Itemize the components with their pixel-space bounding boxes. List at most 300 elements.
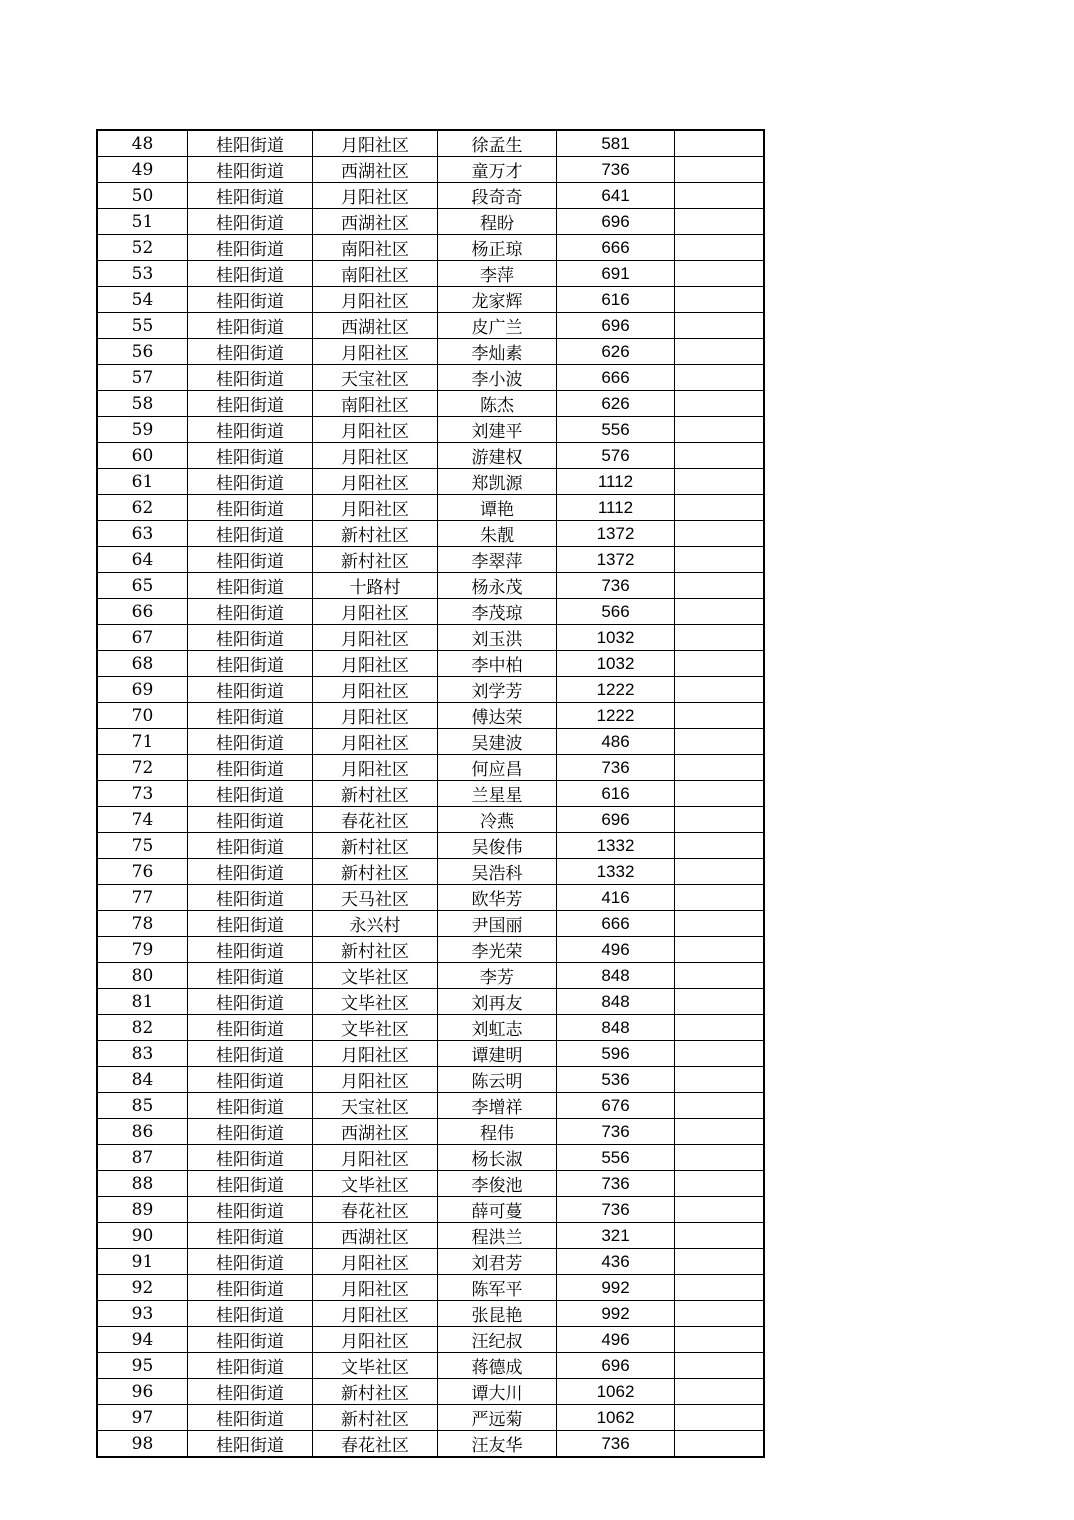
cell-amount: 1032 xyxy=(557,625,675,651)
cell-row-number: 92 xyxy=(97,1275,188,1301)
cell-person-name: 尹国丽 xyxy=(438,911,557,937)
cell-blank xyxy=(675,729,765,755)
cell-street: 桂阳街道 xyxy=(188,989,313,1015)
cell-blank xyxy=(675,313,765,339)
cell-blank xyxy=(675,365,765,391)
cell-row-number: 64 xyxy=(97,547,188,573)
cell-street: 桂阳街道 xyxy=(188,1223,313,1249)
cell-community: 西湖社区 xyxy=(313,157,438,183)
cell-amount: 736 xyxy=(557,1119,675,1145)
cell-street: 桂阳街道 xyxy=(188,1067,313,1093)
cell-amount: 736 xyxy=(557,573,675,599)
table-row xyxy=(97,391,764,417)
cell-amount: 616 xyxy=(557,781,675,807)
table-row xyxy=(97,677,764,703)
cell-community: 月阳社区 xyxy=(313,183,438,209)
cell-community: 新村社区 xyxy=(313,1405,438,1431)
cell-amount: 696 xyxy=(557,807,675,833)
cell-amount: 496 xyxy=(557,1327,675,1353)
cell-blank xyxy=(675,1301,765,1327)
cell-community: 月阳社区 xyxy=(313,1301,438,1327)
data-table xyxy=(96,129,765,1458)
cell-amount: 736 xyxy=(557,1431,675,1458)
cell-person-name: 程伟 xyxy=(438,1119,557,1145)
cell-row-number: 69 xyxy=(97,677,188,703)
cell-community: 月阳社区 xyxy=(313,339,438,365)
cell-row-number: 96 xyxy=(97,1379,188,1405)
cell-person-name: 谭大川 xyxy=(438,1379,557,1405)
cell-blank xyxy=(675,963,765,989)
cell-street: 桂阳街道 xyxy=(188,1041,313,1067)
cell-blank xyxy=(675,807,765,833)
table-row xyxy=(97,807,764,833)
cell-person-name: 杨正琼 xyxy=(438,235,557,261)
cell-blank xyxy=(675,157,765,183)
cell-blank xyxy=(675,1327,765,1353)
cell-person-name: 李小波 xyxy=(438,365,557,391)
cell-blank xyxy=(675,625,765,651)
table-row xyxy=(97,443,764,469)
table-row xyxy=(97,209,764,235)
cell-amount: 696 xyxy=(557,313,675,339)
cell-person-name: 李翠萍 xyxy=(438,547,557,573)
table-row xyxy=(97,1353,764,1379)
cell-community: 南阳社区 xyxy=(313,391,438,417)
cell-street: 桂阳街道 xyxy=(188,443,313,469)
cell-person-name: 龙家辉 xyxy=(438,287,557,313)
cell-blank xyxy=(675,209,765,235)
cell-street: 桂阳街道 xyxy=(188,677,313,703)
cell-amount: 992 xyxy=(557,1301,675,1327)
table-row xyxy=(97,157,764,183)
cell-amount: 1062 xyxy=(557,1405,675,1431)
cell-blank xyxy=(675,1171,765,1197)
cell-person-name: 徐孟生 xyxy=(438,130,557,157)
cell-community: 南阳社区 xyxy=(313,261,438,287)
cell-street: 桂阳街道 xyxy=(188,1197,313,1223)
cell-amount: 1062 xyxy=(557,1379,675,1405)
cell-person-name: 刘建平 xyxy=(438,417,557,443)
cell-row-number: 90 xyxy=(97,1223,188,1249)
cell-amount: 691 xyxy=(557,261,675,287)
cell-street: 桂阳街道 xyxy=(188,755,313,781)
cell-person-name: 李增祥 xyxy=(438,1093,557,1119)
table-row xyxy=(97,313,764,339)
cell-person-name: 欧华芳 xyxy=(438,885,557,911)
cell-row-number: 63 xyxy=(97,521,188,547)
cell-blank xyxy=(675,339,765,365)
cell-person-name: 刘再友 xyxy=(438,989,557,1015)
cell-amount: 616 xyxy=(557,287,675,313)
cell-blank xyxy=(675,781,765,807)
cell-community: 月阳社区 xyxy=(313,1249,438,1275)
cell-row-number: 60 xyxy=(97,443,188,469)
cell-street: 桂阳街道 xyxy=(188,521,313,547)
cell-row-number: 55 xyxy=(97,313,188,339)
cell-street: 桂阳街道 xyxy=(188,183,313,209)
cell-person-name: 朱靓 xyxy=(438,521,557,547)
cell-street: 桂阳街道 xyxy=(188,469,313,495)
cell-community: 月阳社区 xyxy=(313,703,438,729)
cell-amount: 848 xyxy=(557,989,675,1015)
cell-community: 西湖社区 xyxy=(313,1119,438,1145)
cell-amount: 666 xyxy=(557,365,675,391)
cell-street: 桂阳街道 xyxy=(188,1327,313,1353)
cell-amount: 556 xyxy=(557,417,675,443)
cell-amount: 1332 xyxy=(557,859,675,885)
cell-row-number: 81 xyxy=(97,989,188,1015)
cell-amount: 736 xyxy=(557,755,675,781)
cell-blank xyxy=(675,1015,765,1041)
cell-row-number: 62 xyxy=(97,495,188,521)
table-row xyxy=(97,1405,764,1431)
cell-street: 桂阳街道 xyxy=(188,1353,313,1379)
table-row xyxy=(97,1197,764,1223)
cell-amount: 1112 xyxy=(557,495,675,521)
cell-person-name: 游建权 xyxy=(438,443,557,469)
table-row xyxy=(97,937,764,963)
cell-blank xyxy=(675,1223,765,1249)
cell-row-number: 78 xyxy=(97,911,188,937)
cell-blank xyxy=(675,703,765,729)
cell-street: 桂阳街道 xyxy=(188,1301,313,1327)
table-row xyxy=(97,911,764,937)
cell-row-number: 79 xyxy=(97,937,188,963)
cell-community: 春花社区 xyxy=(313,807,438,833)
cell-blank xyxy=(675,859,765,885)
cell-person-name: 童万才 xyxy=(438,157,557,183)
cell-community: 月阳社区 xyxy=(313,469,438,495)
cell-blank xyxy=(675,1431,765,1458)
cell-person-name: 李光荣 xyxy=(438,937,557,963)
cell-amount: 696 xyxy=(557,209,675,235)
cell-community: 南阳社区 xyxy=(313,235,438,261)
cell-row-number: 65 xyxy=(97,573,188,599)
cell-amount: 1032 xyxy=(557,651,675,677)
table-row xyxy=(97,963,764,989)
table-row xyxy=(97,1275,764,1301)
cell-row-number: 71 xyxy=(97,729,188,755)
cell-person-name: 皮广兰 xyxy=(438,313,557,339)
cell-row-number: 52 xyxy=(97,235,188,261)
cell-amount: 556 xyxy=(557,1145,675,1171)
cell-blank xyxy=(675,235,765,261)
table-row xyxy=(97,183,764,209)
cell-amount: 848 xyxy=(557,963,675,989)
cell-street: 桂阳街道 xyxy=(188,1145,313,1171)
cell-street: 桂阳街道 xyxy=(188,625,313,651)
cell-community: 春花社区 xyxy=(313,1197,438,1223)
cell-person-name: 李茂琼 xyxy=(438,599,557,625)
cell-blank xyxy=(675,573,765,599)
table-row xyxy=(97,599,764,625)
cell-street: 桂阳街道 xyxy=(188,313,313,339)
cell-person-name: 薛可蔓 xyxy=(438,1197,557,1223)
table-row xyxy=(97,781,764,807)
cell-community: 天宝社区 xyxy=(313,365,438,391)
cell-street: 桂阳街道 xyxy=(188,1171,313,1197)
cell-community: 十路村 xyxy=(313,573,438,599)
cell-blank xyxy=(675,417,765,443)
cell-street: 桂阳街道 xyxy=(188,807,313,833)
table-row xyxy=(97,495,764,521)
cell-community: 月阳社区 xyxy=(313,625,438,651)
cell-row-number: 73 xyxy=(97,781,188,807)
cell-community: 文毕社区 xyxy=(313,1015,438,1041)
cell-blank xyxy=(675,1405,765,1431)
table-row xyxy=(97,1145,764,1171)
table-row xyxy=(97,1119,764,1145)
cell-person-name: 汪友华 xyxy=(438,1431,557,1458)
cell-row-number: 75 xyxy=(97,833,188,859)
cell-amount: 581 xyxy=(557,130,675,157)
cell-person-name: 李俊池 xyxy=(438,1171,557,1197)
cell-amount: 641 xyxy=(557,183,675,209)
cell-street: 桂阳街道 xyxy=(188,130,313,157)
cell-blank xyxy=(675,469,765,495)
cell-community: 月阳社区 xyxy=(313,417,438,443)
cell-street: 桂阳街道 xyxy=(188,339,313,365)
cell-street: 桂阳街道 xyxy=(188,859,313,885)
cell-amount: 848 xyxy=(557,1015,675,1041)
cell-street: 桂阳街道 xyxy=(188,417,313,443)
table-row xyxy=(97,755,764,781)
cell-person-name: 严远菊 xyxy=(438,1405,557,1431)
cell-street: 桂阳街道 xyxy=(188,157,313,183)
cell-amount: 416 xyxy=(557,885,675,911)
cell-row-number: 59 xyxy=(97,417,188,443)
cell-amount: 496 xyxy=(557,937,675,963)
cell-street: 桂阳街道 xyxy=(188,365,313,391)
cell-amount: 536 xyxy=(557,1067,675,1093)
cell-person-name: 张昆艳 xyxy=(438,1301,557,1327)
cell-community: 月阳社区 xyxy=(313,1067,438,1093)
cell-row-number: 70 xyxy=(97,703,188,729)
cell-amount: 576 xyxy=(557,443,675,469)
cell-amount: 1222 xyxy=(557,703,675,729)
cell-amount: 676 xyxy=(557,1093,675,1119)
cell-row-number: 98 xyxy=(97,1431,188,1458)
cell-row-number: 53 xyxy=(97,261,188,287)
cell-community: 月阳社区 xyxy=(313,130,438,157)
cell-person-name: 刘学芳 xyxy=(438,677,557,703)
cell-street: 桂阳街道 xyxy=(188,573,313,599)
cell-street: 桂阳街道 xyxy=(188,911,313,937)
cell-blank xyxy=(675,1275,765,1301)
cell-community: 新村社区 xyxy=(313,781,438,807)
cell-blank xyxy=(675,443,765,469)
cell-community: 文毕社区 xyxy=(313,963,438,989)
cell-row-number: 91 xyxy=(97,1249,188,1275)
cell-street: 桂阳街道 xyxy=(188,1249,313,1275)
cell-person-name: 冷燕 xyxy=(438,807,557,833)
cell-street: 桂阳街道 xyxy=(188,937,313,963)
cell-blank xyxy=(675,1249,765,1275)
cell-blank xyxy=(675,1197,765,1223)
table-row xyxy=(97,1301,764,1327)
table-row xyxy=(97,1379,764,1405)
cell-row-number: 85 xyxy=(97,1093,188,1119)
cell-blank xyxy=(675,183,765,209)
cell-row-number: 68 xyxy=(97,651,188,677)
cell-amount: 696 xyxy=(557,1353,675,1379)
cell-blank xyxy=(675,599,765,625)
table-row xyxy=(97,1431,764,1458)
cell-row-number: 67 xyxy=(97,625,188,651)
table-row xyxy=(97,261,764,287)
cell-blank xyxy=(675,651,765,677)
cell-row-number: 74 xyxy=(97,807,188,833)
cell-amount: 1112 xyxy=(557,469,675,495)
cell-street: 桂阳街道 xyxy=(188,1015,313,1041)
cell-amount: 1332 xyxy=(557,833,675,859)
cell-amount: 626 xyxy=(557,391,675,417)
cell-person-name: 程盼 xyxy=(438,209,557,235)
cell-blank xyxy=(675,1145,765,1171)
cell-row-number: 94 xyxy=(97,1327,188,1353)
cell-person-name: 刘君芳 xyxy=(438,1249,557,1275)
cell-person-name: 汪纪叔 xyxy=(438,1327,557,1353)
cell-person-name: 刘虹志 xyxy=(438,1015,557,1041)
table-row xyxy=(97,989,764,1015)
table-row xyxy=(97,365,764,391)
cell-row-number: 77 xyxy=(97,885,188,911)
cell-community: 月阳社区 xyxy=(313,495,438,521)
cell-street: 桂阳街道 xyxy=(188,1093,313,1119)
cell-community: 月阳社区 xyxy=(313,651,438,677)
table-row xyxy=(97,339,764,365)
cell-blank xyxy=(675,391,765,417)
cell-street: 桂阳街道 xyxy=(188,391,313,417)
cell-street: 桂阳街道 xyxy=(188,209,313,235)
cell-row-number: 56 xyxy=(97,339,188,365)
cell-amount: 321 xyxy=(557,1223,675,1249)
cell-blank xyxy=(675,521,765,547)
cell-row-number: 48 xyxy=(97,130,188,157)
cell-person-name: 段奇奇 xyxy=(438,183,557,209)
cell-row-number: 86 xyxy=(97,1119,188,1145)
cell-person-name: 吴俊伟 xyxy=(438,833,557,859)
cell-community: 月阳社区 xyxy=(313,599,438,625)
cell-community: 西湖社区 xyxy=(313,1223,438,1249)
cell-street: 桂阳街道 xyxy=(188,599,313,625)
cell-community: 文毕社区 xyxy=(313,1353,438,1379)
cell-blank xyxy=(675,287,765,313)
cell-amount: 566 xyxy=(557,599,675,625)
cell-community: 新村社区 xyxy=(313,521,438,547)
cell-person-name: 何应昌 xyxy=(438,755,557,781)
cell-blank xyxy=(675,885,765,911)
cell-blank xyxy=(675,130,765,157)
cell-amount: 596 xyxy=(557,1041,675,1067)
table-row xyxy=(97,1327,764,1353)
table-row xyxy=(97,885,764,911)
table-row xyxy=(97,625,764,651)
cell-community: 月阳社区 xyxy=(313,1327,438,1353)
cell-street: 桂阳街道 xyxy=(188,885,313,911)
cell-community: 春花社区 xyxy=(313,1431,438,1458)
table-row xyxy=(97,1015,764,1041)
cell-blank xyxy=(675,1379,765,1405)
table-row xyxy=(97,547,764,573)
cell-community: 天马社区 xyxy=(313,885,438,911)
cell-blank xyxy=(675,261,765,287)
cell-person-name: 李萍 xyxy=(438,261,557,287)
cell-community: 月阳社区 xyxy=(313,677,438,703)
cell-blank xyxy=(675,677,765,703)
cell-amount: 626 xyxy=(557,339,675,365)
cell-row-number: 89 xyxy=(97,1197,188,1223)
cell-amount: 1372 xyxy=(557,521,675,547)
cell-community: 月阳社区 xyxy=(313,443,438,469)
cell-row-number: 84 xyxy=(97,1067,188,1093)
cell-amount: 666 xyxy=(557,911,675,937)
cell-blank xyxy=(675,1067,765,1093)
table-row xyxy=(97,1171,764,1197)
cell-community: 西湖社区 xyxy=(313,209,438,235)
cell-row-number: 72 xyxy=(97,755,188,781)
table-row xyxy=(97,651,764,677)
cell-person-name: 刘玉洪 xyxy=(438,625,557,651)
cell-street: 桂阳街道 xyxy=(188,703,313,729)
table-row xyxy=(97,1067,764,1093)
cell-street: 桂阳街道 xyxy=(188,1431,313,1458)
cell-person-name: 谭建明 xyxy=(438,1041,557,1067)
cell-amount: 736 xyxy=(557,1171,675,1197)
cell-person-name: 傅达荣 xyxy=(438,703,557,729)
cell-street: 桂阳街道 xyxy=(188,781,313,807)
cell-row-number: 97 xyxy=(97,1405,188,1431)
table-row xyxy=(97,859,764,885)
cell-row-number: 83 xyxy=(97,1041,188,1067)
table-row xyxy=(97,1041,764,1067)
cell-community: 月阳社区 xyxy=(313,287,438,313)
table-row xyxy=(97,130,764,157)
cell-person-name: 兰星星 xyxy=(438,781,557,807)
table-row xyxy=(97,469,764,495)
table-row xyxy=(97,235,764,261)
cell-person-name: 李灿素 xyxy=(438,339,557,365)
cell-community: 新村社区 xyxy=(313,547,438,573)
cell-street: 桂阳街道 xyxy=(188,833,313,859)
cell-blank xyxy=(675,1353,765,1379)
cell-blank xyxy=(675,937,765,963)
cell-person-name: 陈军平 xyxy=(438,1275,557,1301)
table-row xyxy=(97,573,764,599)
cell-row-number: 61 xyxy=(97,469,188,495)
cell-amount: 486 xyxy=(557,729,675,755)
cell-row-number: 87 xyxy=(97,1145,188,1171)
cell-blank xyxy=(675,547,765,573)
cell-blank xyxy=(675,989,765,1015)
cell-community: 新村社区 xyxy=(313,937,438,963)
cell-person-name: 陈杰 xyxy=(438,391,557,417)
cell-person-name: 吴建波 xyxy=(438,729,557,755)
cell-blank xyxy=(675,1093,765,1119)
cell-street: 桂阳街道 xyxy=(188,963,313,989)
cell-amount: 992 xyxy=(557,1275,675,1301)
cell-community: 新村社区 xyxy=(313,1379,438,1405)
cell-blank xyxy=(675,911,765,937)
cell-person-name: 陈云明 xyxy=(438,1067,557,1093)
cell-community: 新村社区 xyxy=(313,833,438,859)
cell-row-number: 66 xyxy=(97,599,188,625)
table-row xyxy=(97,1223,764,1249)
cell-community: 文毕社区 xyxy=(313,989,438,1015)
cell-community: 天宝社区 xyxy=(313,1093,438,1119)
cell-row-number: 93 xyxy=(97,1301,188,1327)
cell-community: 西湖社区 xyxy=(313,313,438,339)
